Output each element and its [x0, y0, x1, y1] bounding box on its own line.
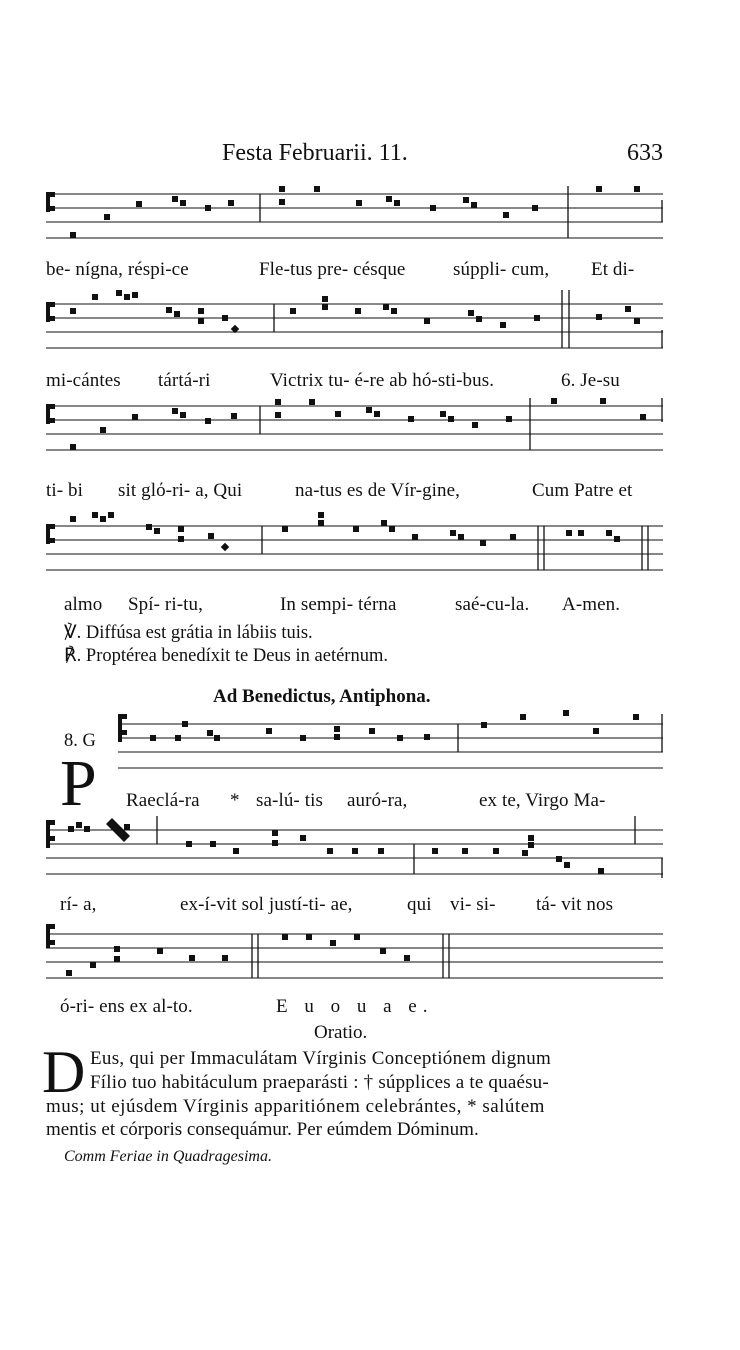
lyric-syllables: *: [230, 790, 240, 811]
lyric-syllables: E u o u a e.: [276, 996, 434, 1017]
lyric-syllables: Spí- ri-tu,: [128, 594, 203, 615]
lyric-syllables: rí- a,: [60, 894, 97, 915]
oratio-line-2: Fílio tuo habitáculum praeparásti : † súpplices a te quaésu-: [90, 1072, 549, 1093]
response-symbol: ℟.: [64, 646, 82, 666]
lyric-syllables: A-men.: [562, 594, 621, 615]
lyric-syllables: mi-cántes: [46, 370, 121, 391]
antiphon-title: Ad Benedictus, Antiphona.: [213, 686, 431, 707]
lyric-syllables: vi- si-: [450, 894, 496, 915]
chant-staff-3: [0, 398, 740, 470]
lyric-syllables: tá- vit nos: [536, 894, 614, 915]
commemoration-rubric: Comm Feriae in Quadragesima.: [64, 1148, 272, 1165]
lyric-syllables: qui: [407, 894, 432, 915]
lyric-syllables: auró-ra,: [347, 790, 408, 811]
oratio-title: Oratio.: [314, 1022, 368, 1043]
lyric-syllables: ex te, Virgo Ma-: [479, 790, 606, 811]
lyric-syllables: Victrix tu- é-re ab hó-sti-bus.: [270, 370, 495, 391]
lyric-syllables: tártá-ri: [158, 370, 211, 391]
versicle: [64, 622, 313, 644]
oratio-line-4: mentis et córporis consequámur. Per eúmdem Dóminum.: [46, 1119, 479, 1140]
lyric-syllables: be- nígna, réspi-ce: [46, 259, 189, 280]
antiphon-initial: P: [60, 747, 97, 820]
chant-staff-2: [0, 290, 740, 360]
lyric-syllables: sa-lú- tis: [256, 790, 323, 811]
chant-staff-4: [0, 506, 740, 578]
lyric-syllables: ex-í-vit sol justí-ti- ae,: [180, 894, 353, 915]
oratio-line-1: Eus, qui per Immaculátam Vírginis Conceptiónem dignum: [90, 1048, 552, 1069]
lyric-syllables: Fle-tus pre- césque: [259, 259, 406, 280]
lyric-syllables: na-tus es de Vír-gine,: [295, 480, 461, 501]
versicle-text: Diffúsa est grátia in lábiis tuis.: [85, 623, 313, 643]
page-number: 633: [627, 140, 663, 166]
chant-staff-6: [0, 816, 740, 888]
lyric-syllables: sit glό-ri- a, Qui: [118, 480, 243, 501]
lyric-syllables: In sempi- térna: [280, 594, 397, 615]
lyric-syllables: Cum Patre et: [532, 480, 633, 501]
oratio-initial: D: [42, 1039, 86, 1105]
lyric-syllables: 6. Je-su: [561, 370, 620, 391]
lyric-syllables: Raeclá-ra: [126, 790, 200, 811]
lyric-syllables: ti- bi: [46, 480, 84, 501]
oratio-line-3: mus; ut ejúsdem Vírginis apparitiónem celebrántes, * salútem: [46, 1096, 545, 1117]
chant-staff-7: [0, 922, 740, 992]
lyric-syllables: saé-cu-la.: [455, 594, 530, 615]
lyric-syllables: almo: [64, 594, 103, 615]
response: [64, 645, 388, 667]
antiphon-mode: 8. G: [64, 731, 96, 751]
running-title: Festa Februarii. 11.: [222, 140, 408, 166]
lyric-syllables: súppli- cum,: [453, 259, 550, 280]
lyric-syllables: Et di-: [591, 259, 635, 280]
lyric-syllables: ó-ri- ens ex al-to.: [60, 996, 193, 1017]
chant-staff-5: [0, 710, 740, 780]
chant-staff-1: [0, 186, 740, 256]
versicle-symbol: ℣.: [64, 623, 82, 643]
response-text: Proptérea benedíxit te Deus in aetérnum.: [85, 646, 388, 666]
